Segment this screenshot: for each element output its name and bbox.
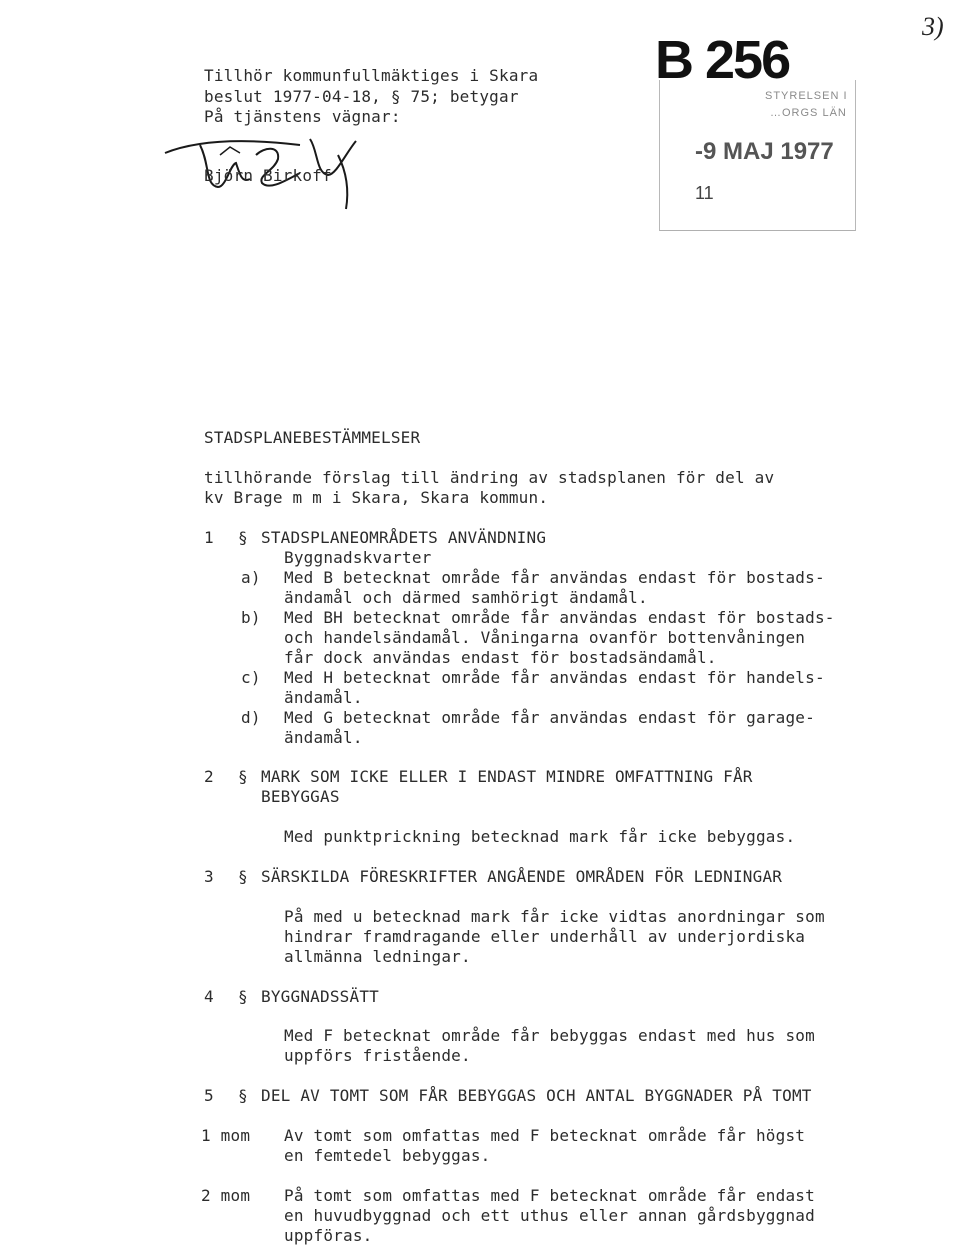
s1d-line2: ändamål.: [284, 728, 363, 747]
s1d-label: d): [241, 708, 261, 727]
intro-line1: tillhörande förslag till ändring av stadsplanen för del av: [204, 468, 775, 487]
mom1-line2: en femtedel bebyggas.: [284, 1146, 491, 1165]
stamp-id: B 256: [655, 30, 790, 90]
s1c-label: c): [241, 668, 261, 687]
s1b-line1: Med BH betecknat område får användas endast för bostads-: [284, 608, 835, 627]
mom2-label: 2 mom: [201, 1186, 251, 1205]
section2-number: 2: [204, 767, 214, 786]
stamp-authority-line2: …ORGS LÄN: [770, 107, 847, 119]
mom1-line1: Av tomt som omfattas med F betecknat område får högst: [284, 1126, 806, 1145]
section1-number: 1: [204, 528, 214, 547]
mom2-line3: uppföras.: [284, 1226, 373, 1245]
header-line3: På tjänstens vägnar:: [204, 107, 401, 126]
s1b-line2: och handelsändamål. Våningarna ovanför bottenvåningen: [284, 628, 806, 647]
section4-mark: §: [238, 987, 248, 1006]
header-line1: Tillhör kommunfullmäktiges i Skara: [204, 66, 539, 85]
s1a-line1: Med B betecknat område får användas endast för bostads-: [284, 568, 825, 587]
section4-title: BYGGNADSSÄTT: [261, 987, 379, 1006]
section1-mark: §: [238, 528, 248, 547]
document-title: STADSPLANEBESTÄMMELSER: [204, 428, 421, 447]
section4-line2: uppförs fristående.: [284, 1046, 471, 1065]
section5-title: DEL AV TOMT SOM FÅR BEBYGGAS OCH ANTAL BYGGNADER PÅ TOMT: [261, 1086, 812, 1105]
mom1-label: 1 mom: [201, 1126, 251, 1145]
s1a-label: a): [241, 568, 261, 587]
section4-line1: Med F betecknat område får bebyggas endast med hus som: [284, 1026, 815, 1045]
header-line2: beslut 1977-04-18, § 75; betygar: [204, 87, 519, 106]
s1b-label: b): [241, 608, 261, 627]
s1a-line2: ändamål och därmed samhörigt ändamål.: [284, 588, 648, 607]
section3-line3: allmänna ledningar.: [284, 947, 471, 966]
stamp-date: -9 MAJ 1977: [695, 138, 834, 165]
stamp-authority-line1: STYRELSEN I: [765, 90, 848, 102]
section3-number: 3: [204, 867, 214, 886]
section2-mark: §: [238, 767, 248, 786]
s1c-line1: Med H betecknat område får användas endast för handels-: [284, 668, 825, 687]
s1d-line1: Med G betecknat område får användas endast för garage-: [284, 708, 815, 727]
registration-stamp: [655, 30, 860, 210]
section5-number: 5: [204, 1086, 214, 1105]
section5-mark: §: [238, 1086, 248, 1105]
page-number: 3): [922, 12, 944, 41]
section2-text: Med punktprickning betecknad mark får icke bebyggas.: [284, 827, 796, 846]
section3-line2: hindrar framdragande eller underhåll av underjordiska: [284, 927, 806, 946]
section3-title: SÄRSKILDA FÖRESKRIFTER ANGÅENDE OMRÅDEN FÖR LEDNINGAR: [261, 867, 783, 886]
section2-title-line1: MARK SOM ICKE ELLER I ENDAST MINDRE OMFATTNING FÅR: [261, 767, 753, 786]
section3-line1: På med u betecknad mark får icke vidtas anordningar som: [284, 907, 825, 926]
mom2-line1: På tomt som omfattas med F betecknat område får endast: [284, 1186, 815, 1205]
mom2-line2: en huvudbyggnad och ett uthus eller annan gårdsbyggnad: [284, 1206, 815, 1225]
s1c-line2: ändamål.: [284, 688, 363, 707]
section1-subtitle: Byggnadskvarter: [284, 548, 432, 567]
section1-title: STADSPLANEOMRÅDETS ANVÄNDNING: [261, 528, 547, 547]
s1b-line3: får dock användas endast för bostadsändamål.: [284, 648, 717, 667]
section4-number: 4: [204, 987, 214, 1006]
signatory-name: Björn Birkoff: [204, 166, 332, 185]
section2-title-line2: BEBYGGAS: [261, 787, 340, 806]
section3-mark: §: [238, 867, 248, 886]
stamp-number: 11: [695, 183, 714, 203]
intro-line2: kv Brage m m i Skara, Skara kommun.: [204, 488, 549, 507]
